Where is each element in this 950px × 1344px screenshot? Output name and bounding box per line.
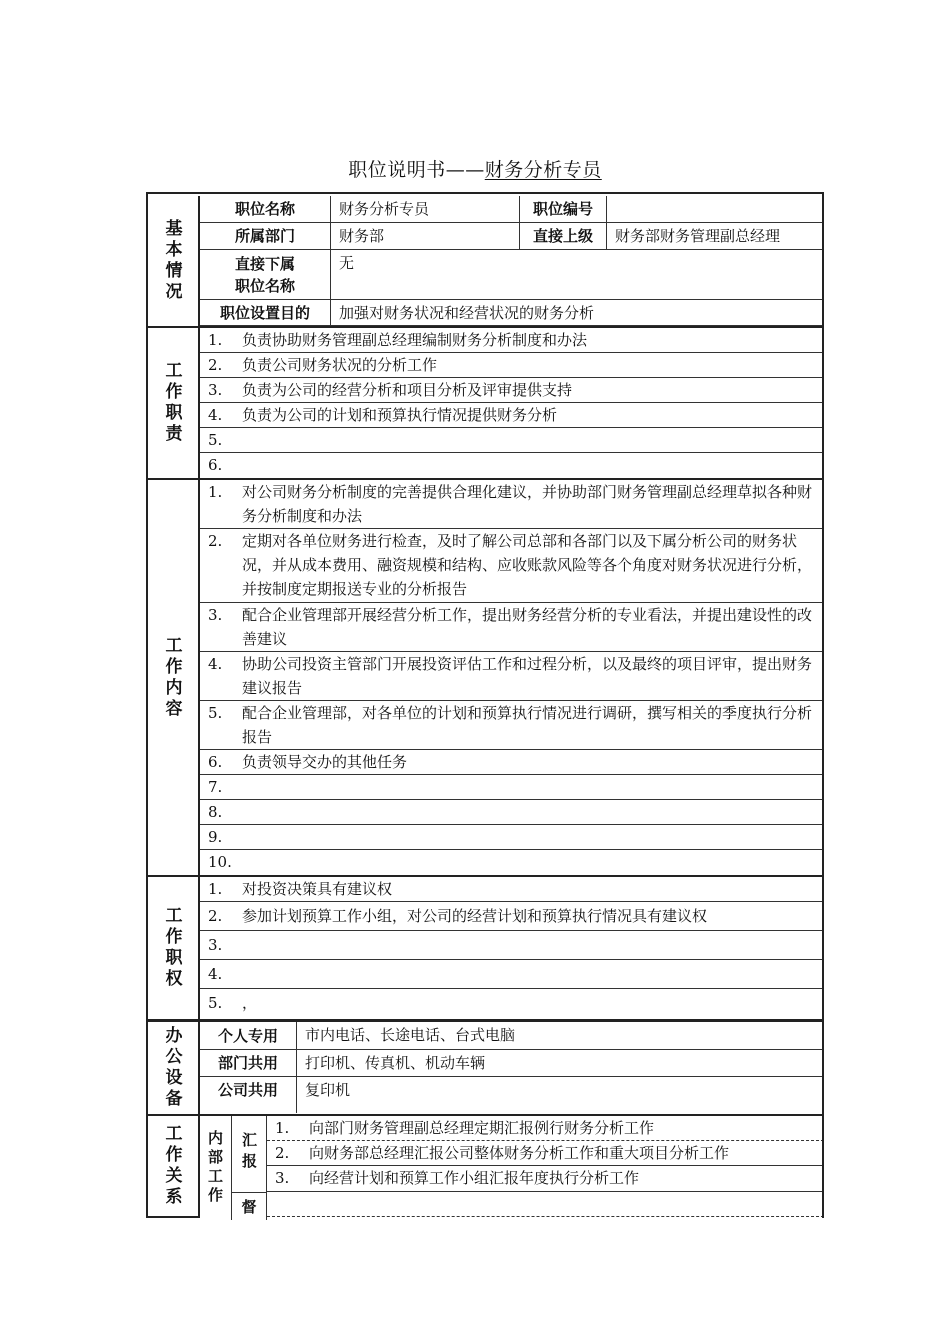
subordinate-label-line-2: 职位名称	[234, 276, 295, 295]
duties-section	[146, 328, 824, 478]
authority-band-label: 工作职权	[161, 906, 182, 990]
position-name-label: 职位名称	[234, 200, 295, 218]
item-number: 10.	[208, 853, 232, 871]
basic-info-band	[146, 196, 200, 326]
list-item	[200, 750, 824, 775]
equipment-label: 部门共用	[217, 1054, 278, 1072]
subordinate-label	[200, 250, 330, 299]
equipment-band	[146, 1022, 200, 1114]
item-number: 6.	[208, 753, 223, 771]
purpose-row	[200, 300, 824, 326]
equipment-row	[200, 1050, 824, 1077]
list-item	[200, 428, 824, 453]
list-item	[200, 850, 824, 874]
supervisor-label: 直接上级	[532, 227, 593, 245]
item-text: 负责为公司的计划和预算执行情况提供财务分析	[242, 406, 558, 424]
authority-section	[146, 877, 824, 1019]
item-text	[242, 850, 824, 874]
list-item	[200, 529, 824, 603]
equipment-label: 公司共用	[217, 1081, 278, 1099]
list-item	[200, 877, 824, 902]
content-section	[146, 480, 824, 875]
list-item	[200, 800, 824, 825]
relations-band-label: 工作关系	[161, 1124, 182, 1208]
list-item	[200, 403, 824, 428]
item-number: 1.	[208, 331, 223, 349]
report-item	[267, 1166, 824, 1192]
purpose-label: 职位设置目的	[219, 303, 310, 322]
item-text: 向财务部总经理汇报公司整体财务分析工作和重大项目分析工作	[309, 1144, 730, 1162]
report-label: 汇报	[240, 1132, 258, 1174]
equipment-row	[200, 1077, 824, 1113]
report-item	[267, 1116, 824, 1141]
item-text: 配合企业管理部，对各单位的计划和预算执行情况进行调研，撰写相关的季度执行分析报告	[242, 704, 813, 746]
item-number: 1.	[208, 880, 223, 898]
department-row	[200, 223, 824, 250]
purpose-value: 加强对财务状况和经营状况的财务分析	[339, 304, 595, 322]
item-text: 参加计划预算工作小组，对公司的经营计划和预算执行情况具有建议权	[242, 907, 708, 925]
item-text: 负责为公司的经营分析和项目分析及评审提供支持	[242, 381, 573, 399]
list-item	[200, 328, 824, 353]
content-band	[146, 480, 200, 875]
item-text	[242, 775, 824, 799]
item-number: 4.	[208, 655, 223, 673]
item-number: 4.	[208, 406, 223, 424]
supervise-label: 督	[232, 1192, 266, 1220]
basic-info-band-label: 基本情况	[161, 219, 182, 303]
subordinate-value: 无	[339, 254, 355, 272]
position-code-value	[607, 196, 824, 222]
subordinate-row	[200, 250, 824, 300]
list-item	[200, 902, 824, 931]
equipment-row	[200, 1022, 824, 1050]
supervisor-value: 财务部财务管理副总经理	[615, 227, 781, 245]
item-number: 6.	[208, 456, 223, 474]
subordinate-label-line-1: 直接下属	[234, 254, 295, 273]
list-item	[200, 825, 824, 850]
position-name-row	[200, 196, 824, 223]
item-text: 向经营计划和预算工作小组汇报年度执行分析工作	[309, 1169, 640, 1187]
relations-section	[146, 1116, 824, 1220]
item-number: 3.	[208, 936, 223, 954]
item-number: 9.	[208, 828, 223, 846]
item-number: 5.	[208, 994, 223, 1012]
list-item	[200, 480, 824, 529]
position-code-label: 职位编号	[532, 200, 593, 218]
item-number: 1.	[208, 483, 223, 501]
list-item	[200, 378, 824, 403]
item-text: ，	[242, 994, 258, 1012]
equipment-value: 复印机	[305, 1081, 351, 1099]
equipment-value: 市内电话、长途电话、台式电脑	[305, 1026, 516, 1044]
list-item	[200, 931, 824, 960]
list-item	[200, 453, 824, 477]
item-number: 5.	[208, 704, 223, 722]
title-prefix: 职位说明书——	[348, 159, 485, 181]
title-subject: 财务分析专员	[484, 159, 602, 181]
item-text	[242, 428, 824, 452]
item-text	[242, 800, 824, 824]
relations-band	[146, 1116, 200, 1218]
report-item	[267, 1141, 824, 1166]
item-text: 协助公司投资主管部门开展投资评估工作和过程分析，以及最终的项目评审，提出财务建议报告	[242, 655, 813, 697]
item-text: 对公司财务分析制度的完善提供合理化建议，并协助部门财务管理副总经理草拟各种财务分析制度和办法	[242, 483, 813, 525]
list-item	[200, 652, 824, 701]
list-item	[200, 960, 824, 989]
item-text	[242, 825, 824, 849]
item-number: 8.	[208, 803, 223, 821]
item-text: 负责领导交办的其他任务	[242, 753, 408, 771]
item-text: 对投资决策具有建议权	[242, 880, 393, 898]
item-text: 向部门财务管理副总经理定期汇报例行财务分析工作	[309, 1119, 655, 1137]
equipment-band-label: 办公设备	[161, 1026, 182, 1110]
item-text: 负责公司财务状况的分析工作	[242, 356, 438, 374]
item-number: 5.	[208, 431, 223, 449]
internal-work-label: 内部工作	[206, 1130, 224, 1206]
item-number: 2.	[208, 532, 223, 550]
list-item	[200, 775, 824, 800]
item-number: 4.	[208, 965, 223, 983]
duties-band-label: 工作职责	[161, 361, 182, 445]
item-number: 2.	[208, 356, 223, 374]
item-text: 配合企业管理部开展经营分析工作，提出财务经营分析的专业看法，并提出建设性的改善建议	[242, 606, 813, 648]
item-number: 3.	[208, 606, 223, 624]
list-item	[200, 603, 824, 652]
content-band-label: 工作内容	[161, 635, 182, 720]
equipment-value: 打印机、传真机、机动车辆	[305, 1054, 486, 1072]
equipment-label: 个人专用	[217, 1026, 278, 1045]
item-text	[242, 453, 824, 477]
list-item	[200, 353, 824, 378]
department-label: 所属部门	[234, 227, 295, 245]
item-number: 2.	[208, 907, 223, 925]
supervise-row	[267, 1192, 824, 1217]
position-name-value: 财务分析专员	[339, 200, 430, 218]
page-title	[0, 155, 950, 182]
item-text: 负责协助财务管理副总经理编制财务分析制度和办法	[242, 331, 588, 349]
basic-info-section	[146, 196, 824, 326]
equipment-section	[146, 1022, 824, 1114]
list-item	[200, 701, 824, 750]
authority-band	[146, 877, 200, 1019]
department-value: 财务部	[339, 227, 385, 245]
item-text: 定期对各单位财务进行检查，及时了解公司总部和各部门以及下属分析公司的财务状况，并从成本费用、融资规模和结构、应收账款风险等各个角度对财务状况进行分析，并按制度定期报送专业的分析报告	[242, 532, 813, 598]
item-number: 7.	[208, 778, 223, 796]
item-number: 3.	[208, 381, 223, 399]
list-item	[200, 989, 824, 1017]
duties-band	[146, 328, 200, 478]
item-number: 3.	[275, 1169, 290, 1187]
job-description-table	[146, 192, 824, 1220]
item-number: 2.	[275, 1144, 290, 1162]
item-number: 1.	[275, 1119, 290, 1137]
